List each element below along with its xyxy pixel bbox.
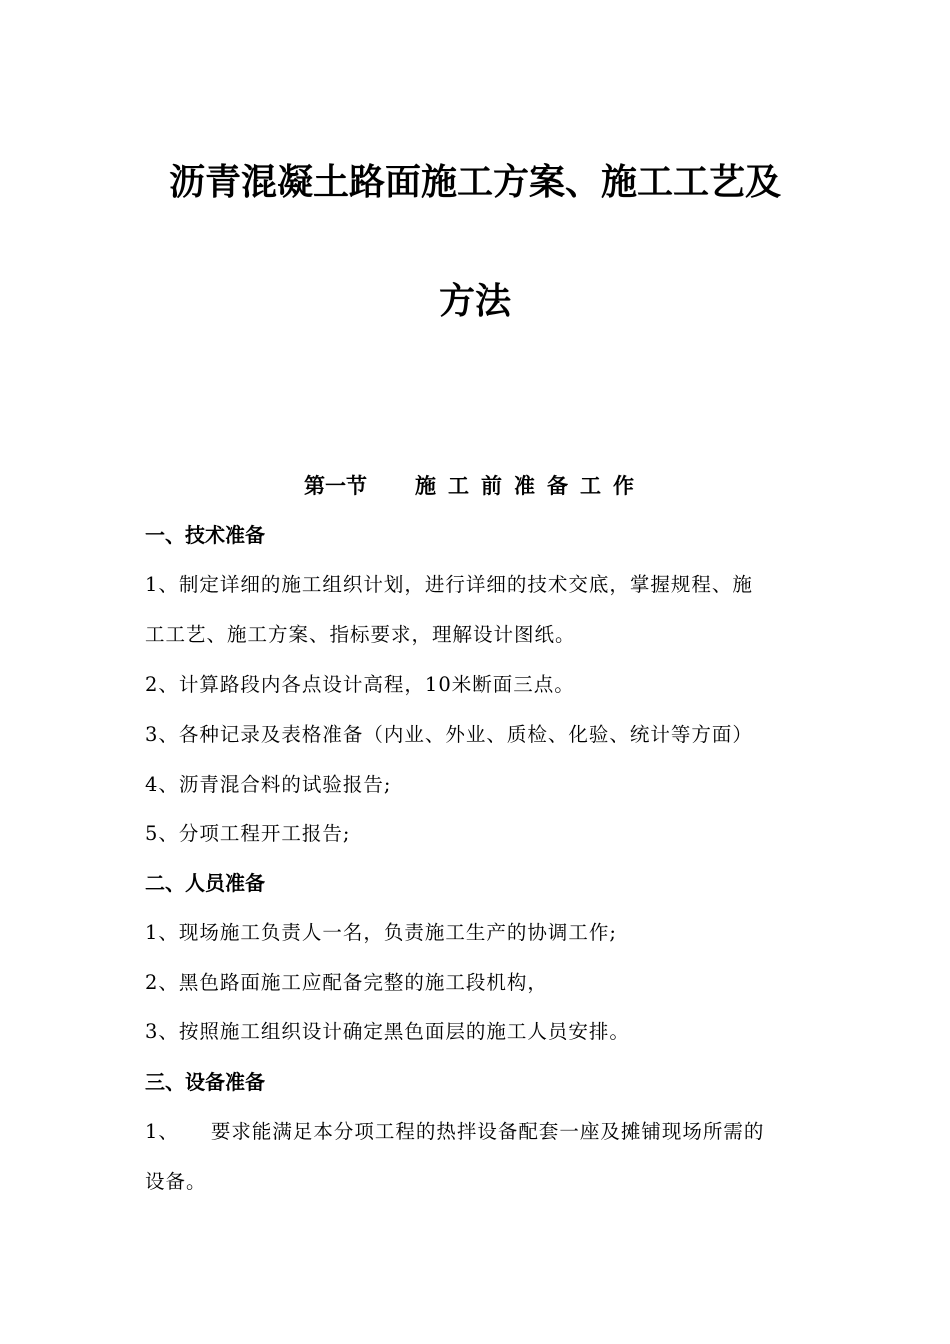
tech-prep-item-3: 3、各种记录及表格准备（内业、外业、质检、化验、统计等方面） (145, 723, 753, 746)
tech-prep-item-4: 4、沥青混合料的试验报告; (145, 773, 392, 796)
staff-prep-item-1: 1、现场施工负责人一名，负责施工生产的协调工作; (145, 921, 617, 944)
tech-prep-item-1-line-2: 工工艺、施工方案、指标要求，理解设计图纸。 (145, 623, 576, 646)
staff-prep-item-3: 3、按照施工组织设计确定黑色面层的施工人员安排。 (145, 1020, 630, 1043)
staff-prep-item-2: 2、黑色路面施工应配备完整的施工段机构， (145, 971, 548, 994)
equip-prep-item-1-line-2: 设备。 (145, 1170, 207, 1193)
equip-prep-heading: 三、设备准备 (145, 1070, 265, 1094)
equip-prep-item-1-line-1 (145, 1118, 810, 1146)
equip-prep-item-1-text: 要求能满足本分项工程的热拌设备配套一座及摊铺现场所需的 (210, 1120, 765, 1143)
section-title: 施工前准备工作 (415, 473, 646, 498)
tech-prep-item-2: 2、计算路段内各点设计高程，10米断面三点。 (145, 673, 575, 696)
equip-prep-item-1-number: 1、 (145, 1120, 179, 1143)
document-title-line-1: 沥青混凝土路面施工方案、施工工艺及 (168, 161, 781, 203)
section-heading (0, 472, 950, 500)
tech-prep-item-5: 5、分项工程开工报告; (145, 822, 351, 845)
staff-prep-heading: 二、人员准备 (145, 871, 265, 895)
tech-prep-item-1-line-1: 1、制定详细的施工组织计划，进行详细的技术交底，掌握规程、施 (145, 573, 753, 596)
section-number: 第一节 (304, 473, 367, 498)
tech-prep-heading: 一、技术准备 (145, 523, 265, 547)
document-title-line-2: 方法 (438, 280, 511, 322)
